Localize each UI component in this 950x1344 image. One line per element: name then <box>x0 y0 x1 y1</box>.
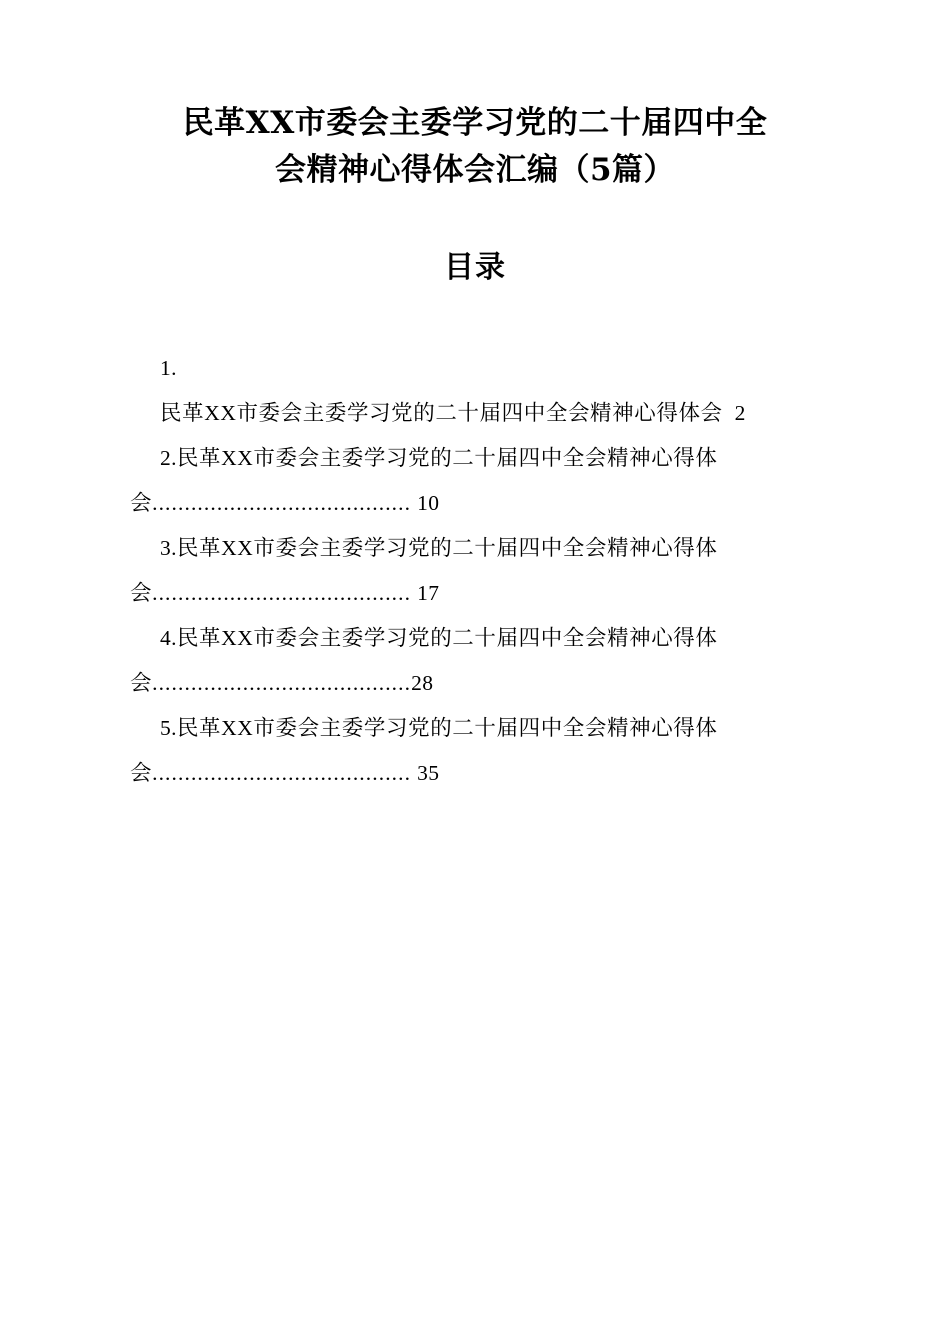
toc-entry[interactable] <box>130 346 820 436</box>
toc-entry-page: 35 <box>417 761 440 785</box>
toc-entry-number: 2. <box>160 446 177 470</box>
toc-entry-page: 28 <box>411 671 434 695</box>
toc-entry[interactable] <box>130 616 820 706</box>
toc-entry-number: 4. <box>160 626 177 650</box>
document-content <box>130 100 820 796</box>
table-of-contents-list <box>130 346 820 796</box>
toc-entry-page: 17 <box>417 581 440 605</box>
toc-entry[interactable] <box>130 526 820 616</box>
toc-entry-page: 2 <box>734 401 746 425</box>
toc-entry-number: 5. <box>160 716 177 740</box>
toc-entry-title: 民革XX市委会主委学习党的二十届四中全会精神心得体会 <box>160 401 723 425</box>
toc-entry-leader: ........................................ <box>152 581 412 605</box>
toc-entry[interactable] <box>130 436 820 526</box>
toc-entry-leader: ........................................ <box>152 491 412 515</box>
page-title-line-1: 民革XX市委会主委学习党的二十届四中全 <box>182 105 768 141</box>
toc-entry-number: 1. <box>160 356 177 380</box>
toc-entry-title: 民革XX市委会主委学习党的二十届四中全会精神心得体会 <box>130 446 718 515</box>
toc-entry-number: 3. <box>160 536 177 560</box>
toc-entry-title: 民革XX市委会主委学习党的二十届四中全会精神心得体会 <box>130 626 718 695</box>
toc-entry-leader: ........................................ <box>152 671 412 695</box>
table-of-contents-heading: 目录 <box>444 250 506 285</box>
toc-entry-page: 10 <box>417 491 440 515</box>
page-title <box>130 100 820 194</box>
toc-entry-leader: ........................................ <box>152 761 412 785</box>
toc-entry[interactable] <box>130 706 820 796</box>
toc-entry-title: 民革XX市委会主委学习党的二十届四中全会精神心得体会 <box>130 536 718 605</box>
toc-entry-title: 民革XX市委会主委学习党的二十届四中全会精神心得体会 <box>130 716 718 785</box>
page-title-line-2: 会精神心得体会汇编（5篇） <box>274 152 676 188</box>
